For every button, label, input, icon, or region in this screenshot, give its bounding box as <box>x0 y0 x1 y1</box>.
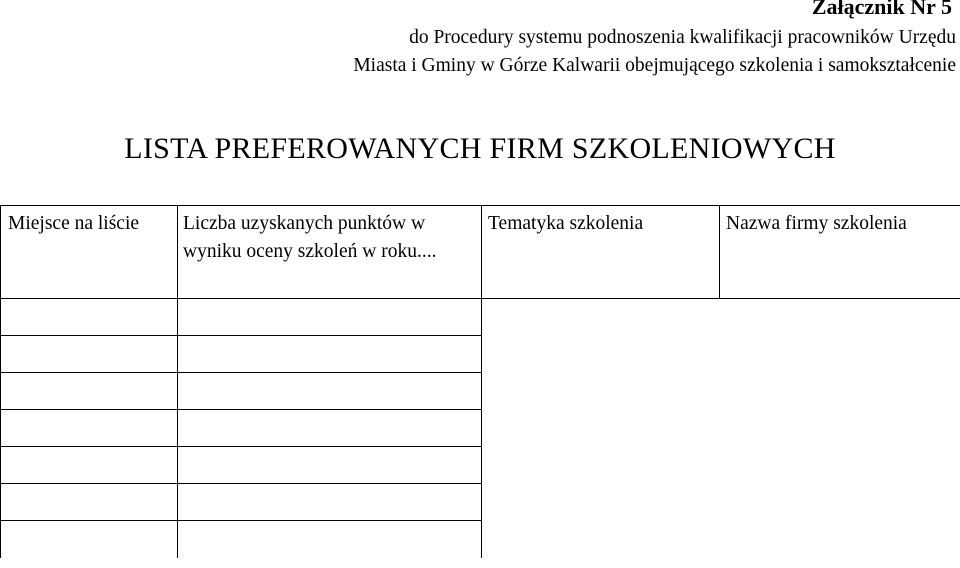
table-row <box>1 521 960 558</box>
table-row <box>1 299 960 336</box>
table-cell[interactable] <box>720 410 960 447</box>
table-cell[interactable] <box>1 336 178 373</box>
document-title: LISTA PREFEROWANYCH FIRM SZKOLENIOWYCH <box>124 132 836 165</box>
table-cell[interactable] <box>178 447 482 484</box>
table-cell[interactable] <box>1 299 178 336</box>
header-line-2: Miasta i Gminy w Górze Kalwarii obejmującego szkolenia i samokształcenie <box>353 55 956 76</box>
table-row <box>1 484 960 521</box>
table-cell[interactable] <box>1 521 178 558</box>
table-cell[interactable] <box>178 299 482 336</box>
table-cell[interactable] <box>178 373 482 410</box>
firm-list-table <box>0 205 960 558</box>
table-cell[interactable] <box>1 410 178 447</box>
table-cell[interactable] <box>482 410 720 447</box>
table-cell[interactable] <box>720 447 960 484</box>
header-line-1: do Procedury systemu podnoszenia kwalifikacji pracowników Urzędu <box>409 27 956 48</box>
table-cell[interactable] <box>178 410 482 447</box>
table-cell[interactable] <box>1 484 178 521</box>
table-cell[interactable] <box>720 299 960 336</box>
column-header-points: Liczba uzyskanych punktów w wyniku oceny szkoleń w roku.... <box>178 206 482 299</box>
table-row <box>1 447 960 484</box>
table-cell[interactable] <box>178 336 482 373</box>
column-header-topic: Tematyka szkolenia <box>482 206 720 299</box>
table-cell[interactable] <box>178 521 482 558</box>
table-header-row <box>1 206 960 299</box>
column-header-firm: Nazwa firmy szkolenia <box>720 206 960 299</box>
table-cell[interactable] <box>1 373 178 410</box>
table-cell[interactable] <box>720 336 960 373</box>
table-cell[interactable] <box>482 299 720 336</box>
table-cell[interactable] <box>720 373 960 410</box>
table-cell[interactable] <box>178 484 482 521</box>
table-cell[interactable] <box>1 447 178 484</box>
table-cell[interactable] <box>482 484 720 521</box>
column-header-place: Miejsce na liście <box>1 206 178 299</box>
table-row <box>1 373 960 410</box>
table-cell[interactable] <box>482 336 720 373</box>
table-row <box>1 410 960 447</box>
table-cell[interactable] <box>482 447 720 484</box>
table-cell[interactable] <box>720 484 960 521</box>
table-cell[interactable] <box>482 521 720 558</box>
attachment-label: Załącznik Nr 5 <box>811 0 952 19</box>
table-cell[interactable] <box>720 521 960 558</box>
table-row <box>1 336 960 373</box>
table-cell[interactable] <box>482 373 720 410</box>
